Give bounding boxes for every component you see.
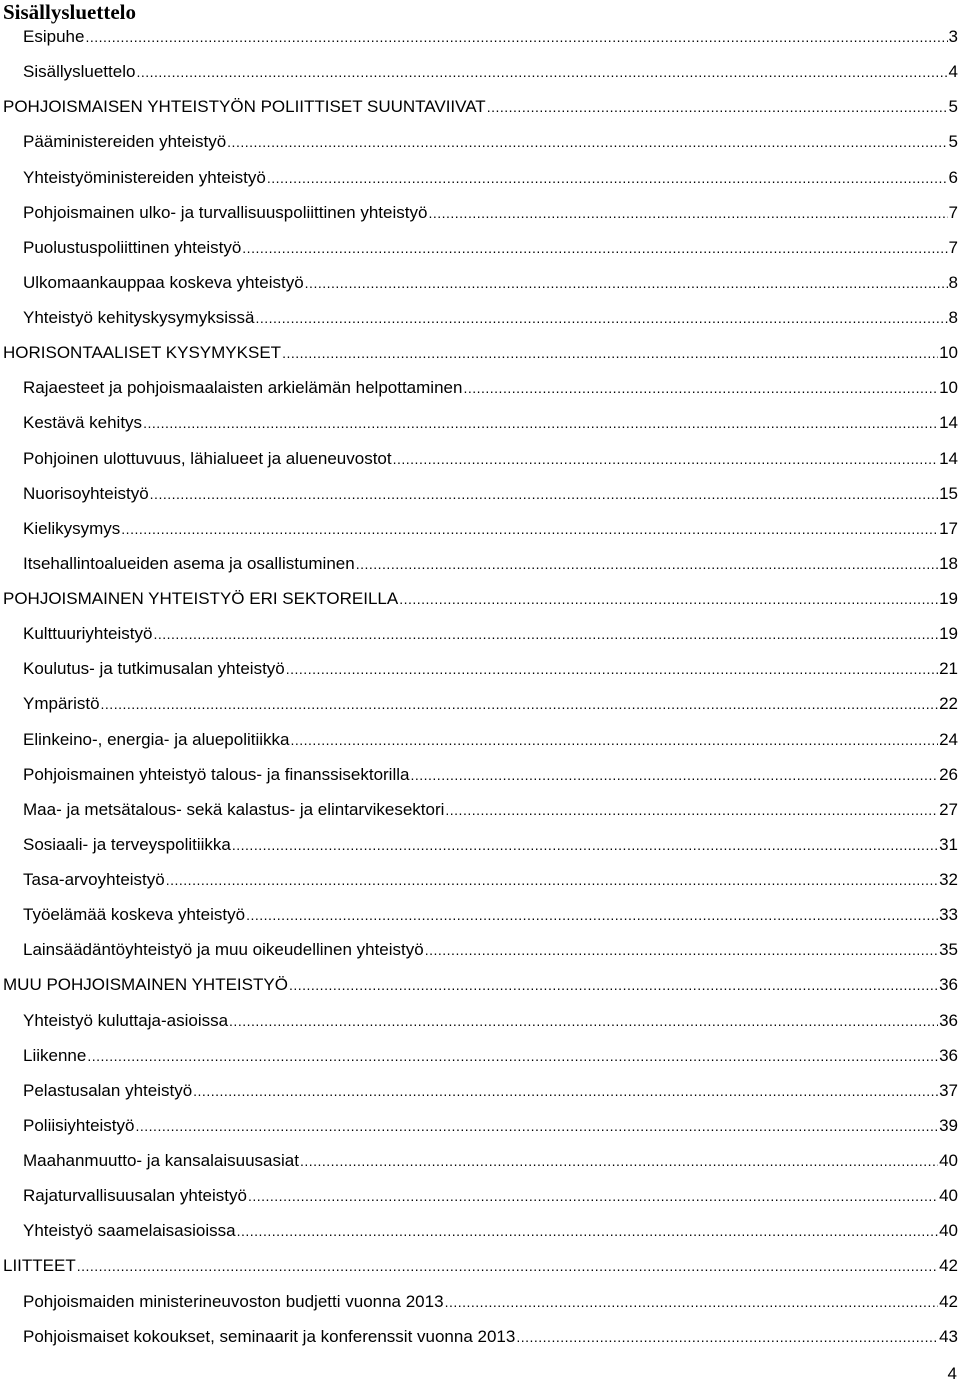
toc-entry-page-number: 7 [948,202,958,222]
dot-leader [282,336,938,371]
toc-entry-page-number: 31 [939,834,958,854]
toc-entry-label: Poliisiyhteistyö [23,1115,135,1135]
toc-entry-page-number: 7 [948,237,958,257]
toc-entry[interactable] [0,19,960,54]
dot-leader [136,55,947,90]
toc-entry-label: Pääministereiden yhteistyö [23,132,227,152]
dot-leader [237,1214,938,1249]
toc-entry-label: Ulkomaankauppaa koskeva yhteistyö [23,272,304,292]
toc-entry-label: Kielikysymys [23,518,121,538]
dot-leader [166,863,938,898]
toc-entry[interactable] [0,195,960,230]
toc-entry-label: Yhteistyö saamelaisasioissa [23,1221,236,1241]
toc-entry-page-number: 10 [939,343,958,363]
toc-entry-page-number: 5 [948,97,958,117]
dot-leader [193,1074,938,1109]
toc-entry[interactable] [0,1073,960,1108]
toc-entry-page-number: 37 [939,1080,958,1100]
toc-entry-page-number: 22 [939,694,958,714]
toc-entry-page-number: 4 [948,62,958,82]
dot-leader [300,1144,938,1179]
toc-list [0,19,960,1354]
dot-leader [255,301,947,336]
toc-entry-page-number: 36 [939,1045,958,1065]
dot-leader [143,406,938,441]
toc-entry-page-number: 15 [939,483,958,503]
dot-leader [87,1039,938,1074]
toc-entry-label: Pohjoismainen ulko- ja turvallisuuspoliittinen yhteistyö [23,202,428,222]
dot-leader [229,1004,938,1039]
toc-entry-label: Elinkeino-, energia- ja aluepolitiikka [23,729,290,749]
toc-entry-label: Rajaesteet ja pohjoismaalaisten arkielämän helpottaminen [23,378,463,398]
toc-entry[interactable] [0,1108,960,1143]
toc-entry[interactable] [0,792,960,827]
toc-entry-page-number: 39 [939,1115,958,1135]
dot-leader [150,477,938,512]
toc-entry[interactable] [0,160,960,195]
toc-entry[interactable] [0,1143,960,1178]
dot-leader [425,933,938,968]
toc-entry-label: Rajaturvallisuusalan yhteistyö [23,1186,247,1206]
toc-entry-label: MUU POHJOISMAINEN YHTEISTYÖ [3,975,288,995]
dot-leader [153,617,938,652]
toc-entry-label: Pohjoinen ulottuvuus, lähialueet ja alueneuvostot [23,448,392,468]
toc-entry[interactable] [0,686,960,721]
toc-entry-label: Pohjoismainen yhteistyö talous- ja finanssisektorilla [23,764,410,784]
toc-entry-label: Lainsäädäntöyhteistyö ja muu oikeudellinen yhteistyö [23,940,424,960]
toc-entry[interactable] [0,265,960,300]
page-number: 4 [947,1364,957,1383]
dot-leader [445,793,938,828]
toc-entry-label: POHJOISMAINEN YHTEISTYÖ ERI SEKTOREILLA [3,589,399,608]
dot-leader [267,161,948,196]
toc-entry-label: Esipuhe [23,27,85,46]
toc-entry[interactable] [0,616,960,651]
toc-entry[interactable] [0,54,960,89]
toc-entry-page-number: 8 [948,272,958,292]
dot-leader [410,758,938,793]
toc-entry[interactable] [0,230,960,265]
toc-entry-page-number: 3 [948,27,958,46]
toc-entry-label: Puolustuspoliittinen yhteistyö [23,237,242,257]
toc-entry-page-number: 33 [939,905,958,925]
toc-entry-label: Työelämää koskeva yhteistyö [23,905,246,925]
toc-entry-label: Yhteistyö kuluttaja-asioissa [23,1010,229,1030]
toc-entry[interactable] [0,370,960,405]
toc-entry-page-number: 36 [939,975,958,995]
toc-entry[interactable] [0,827,960,862]
toc-entry[interactable] [0,124,960,159]
toc-entry-label: Kestävä kehitys [23,413,143,433]
toc-entry[interactable] [0,405,960,440]
toc-entry[interactable] [0,89,960,124]
dot-leader [516,1320,938,1355]
toc-entry[interactable] [0,757,960,792]
toc-entry[interactable] [0,335,960,370]
toc-entry[interactable] [0,932,960,967]
toc-entry[interactable] [0,897,960,932]
toc-entry-label: Tasa-arvoyhteistyö [23,870,165,889]
toc-entry[interactable] [0,862,960,897]
toc-entry-page-number: 42 [939,1291,958,1311]
dot-leader [487,90,948,125]
toc-entry-label: Pohjoismaiden ministerineuvoston budjetti vuonna 2013 [23,1291,444,1311]
toc-entry-page-number: 14 [939,413,958,433]
toc-entry-page-number: 32 [939,870,958,889]
dot-leader [286,652,938,687]
toc-entry-page-number: 27 [939,799,958,819]
toc-entry-label: LIITTEET [3,1256,76,1276]
toc-entry[interactable] [0,581,960,616]
toc-entry[interactable] [0,1213,960,1248]
dot-leader [242,231,947,266]
toc-entry-page-number: 10 [939,378,958,398]
dot-leader [136,1109,939,1144]
dot-leader [393,442,938,477]
toc-entry[interactable] [0,1178,960,1213]
toc-entry-label: HORISONTAALISET KYSYMYKSET [3,343,282,363]
toc-entry-label: Liikenne [23,1045,87,1065]
dot-leader [227,125,947,160]
toc-entry[interactable] [0,967,960,1002]
toc-entry-label: Pohjoismaiset kokoukset, seminaarit ja konferenssit vuonna 2013 [23,1326,516,1346]
dot-leader [399,582,938,617]
toc-entry-page-number: 18 [939,553,958,573]
toc-entry-label: Kulttuuriyhteistyö [23,624,153,644]
dot-leader [85,20,947,55]
toc-entry-label: POHJOISMAISEN YHTEISTYÖN POLIITTISET SUUNTAVIIVAT [3,97,486,117]
toc-entry-page-number: 17 [939,518,958,538]
toc-entry-page-number: 40 [939,1221,958,1241]
toc-entry[interactable] [0,1319,960,1354]
toc-entry[interactable] [0,651,960,686]
toc-entry-page-number: 42 [939,1256,958,1276]
toc-entry-page-number: 43 [939,1326,958,1346]
toc-entry[interactable] [0,441,960,476]
toc-entry-page-number: 24 [939,729,958,749]
toc-entry[interactable] [0,1003,960,1038]
dot-leader [445,1285,939,1320]
toc-entry-page-number: 40 [939,1186,958,1206]
toc-entry-page-number: 19 [939,624,958,644]
toc-entry-page-number: 36 [939,1010,958,1030]
toc-entry-page-number: 21 [939,659,958,679]
dot-leader [290,723,938,758]
toc-entry-page-number: 14 [939,448,958,468]
toc-entry-page-number: 35 [939,940,958,960]
toc-entry-label: Sisällysluettelo [23,62,136,82]
toc-entry-page-number: 19 [939,589,958,608]
dot-leader [305,266,948,301]
dot-leader [246,898,938,933]
toc-entry[interactable] [0,722,960,757]
toc-entry-label: Maahanmuutto- ja kansalaisuusasiat [23,1151,299,1170]
dot-leader [101,687,939,722]
toc-title: Sisällysluettelo [3,0,137,24]
toc-entry[interactable] [0,1038,960,1073]
toc-entry-page-number: 8 [948,308,958,327]
dot-leader [248,1179,938,1214]
toc-entry-label: Ympäristö [23,694,100,714]
toc-entry-label: Itsehallintoalueiden asema ja osallistuminen [23,553,355,573]
toc-entry-label: Sosiaali- ja terveyspolitiikka [23,834,231,854]
toc-entry-label: Maa- ja metsätalous- sekä kalastus- ja elintarvikesektori [23,799,445,819]
dot-leader [232,828,938,863]
dot-leader [428,196,947,231]
dot-leader [463,371,938,406]
dot-leader [289,968,938,1003]
toc-entry-label: Nuorisoyhteistyö [23,483,149,503]
toc-entry-page-number: 40 [939,1151,958,1170]
toc-entry[interactable] [0,546,960,581]
toc-entry[interactable] [0,300,960,335]
toc-entry-label: Koulutus- ja tutkimusalan yhteistyö [23,659,285,679]
toc-entry[interactable] [0,1284,960,1319]
toc-entry[interactable] [0,1248,960,1283]
toc-entry-page-number: 5 [948,132,958,152]
toc-entry-page-number: 26 [939,764,958,784]
dot-leader [77,1249,938,1284]
toc-entry-page-number: 6 [948,167,958,187]
toc-entry[interactable] [0,511,960,546]
toc-entry-label: Yhteistyö kehityskysymyksissä [23,308,255,327]
toc-entry-label: Pelastusalan yhteistyö [23,1080,193,1100]
toc-entry[interactable] [0,476,960,511]
toc-entry-label: Yhteistyöministereiden yhteistyö [23,167,266,187]
dot-leader [356,547,938,582]
dot-leader [121,512,938,547]
